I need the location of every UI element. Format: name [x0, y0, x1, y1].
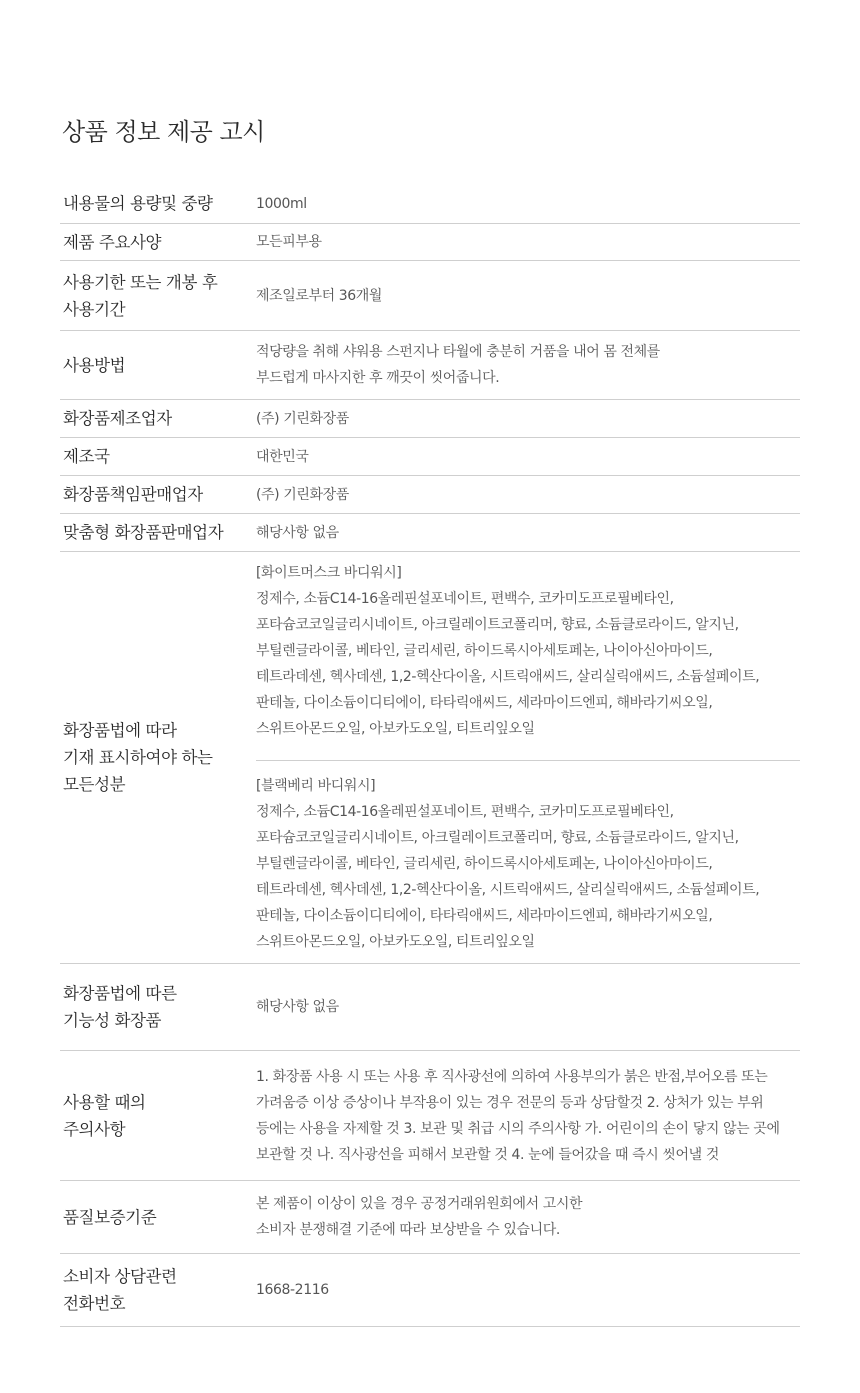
row-value: 1000ml [256, 195, 307, 212]
segment-heading: [블랙베리 바디워시] [256, 778, 376, 794]
row-value: 본 제품이 이상이 있을 경우 공정거래위원회에서 고시한 소비자 분쟁해결 기준에 따라 보상받을 수 있습니다. [256, 1196, 583, 1238]
row-label: 제조국 [63, 447, 110, 466]
info-row-functional [60, 964, 800, 1051]
info-row-spec [60, 224, 800, 261]
row-label: 소비자 상담관련 전화번호 [63, 1267, 177, 1313]
row-value: 모든피부용 [256, 234, 322, 250]
row-value: 1668-2116 [256, 1282, 329, 1298]
info-row-custom-seller [60, 514, 800, 552]
row-value: 해당사항 없음 [256, 999, 339, 1015]
product-info-table [60, 184, 800, 1327]
segment-ingredients: 정제수, 소듐C14-16올레핀설포네이트, 편백수, 코카미도프로필베타인, 포타슘코코일글리시네이트, 아크릴레이트코폴리머, 향료, 소듐클로라이드, 알지닌, 부틸렌글라이콜, 베타인, 글리세린, 하이드록시아세토페논, 나이아신아마이드, 테트라데센, 헥사데센, 1,2-헥산다이올, 시트릭애씨드, 살리실릭애씨드, 소듐설페이트, 판테놀, 다이소듐이디티에이, 타타릭애씨드, 세라마이드엔피, 해바라기씨오일, 스위트아몬드오일, 아보카도오일, 티트리잎오일 [256, 804, 760, 950]
row-label: 화장품법에 따른 기능성 화장품 [63, 984, 177, 1030]
row-value: (주) 기린화장품 [256, 486, 349, 503]
row-label: 화장품책임판매업자 [63, 485, 203, 504]
info-row-manufacturer [60, 400, 800, 438]
row-label: 사용기한 또는 개봉 후 사용기간 [63, 272, 218, 319]
row-value: 적당량을 취해 샤워용 스펀지나 타월에 충분히 거품을 내어 몸 전체를 부드럽게 마사지한 후 깨끗이 씻어줍니다. [256, 344, 660, 386]
segment-heading: [화이트머스크 바디워시] [256, 565, 402, 581]
info-row-expiry [60, 261, 800, 331]
row-label: 맞춤형 화장품판매업자 [63, 523, 224, 542]
row-value: (주) 기린화장품 [256, 410, 349, 427]
segment-divider [256, 760, 800, 761]
ingredients-list [256, 560, 800, 955]
row-label: 제품 주요사양 [63, 232, 162, 252]
info-row-country [60, 438, 800, 476]
info-row-volume [60, 184, 800, 224]
row-label: 사용방법 [63, 355, 126, 375]
ingredients-segment-blackberry [256, 773, 800, 955]
row-label: 화장품제조업자 [63, 409, 172, 428]
info-row-distributor [60, 476, 800, 514]
row-value: 해당사항 없음 [256, 524, 339, 541]
info-row-ingredients [60, 552, 800, 964]
info-row-quality [60, 1181, 800, 1254]
segment-ingredients: 정제수, 소듐C14-16올레핀설포네이트, 편백수, 코카미도프로필베타인, 포타슘코코일글리시네이트, 아크릴레이트코폴리머, 향료, 소듐클로라이드, 알지닌, 부틸렌글라이콜, 베타인, 글리세린, 하이드록시아세토페논, 나이아신아마이드, 테트라데센, 헥사데센, 1,2-헥산다이올, 시트릭애씨드, 살리실릭애씨드, 소듐설페이트, 판테놀, 다이소듐이디티에이, 타타릭애씨드, 세라마이드엔피, 해바라기씨오일, 스위트아몬드오일, 아보카도오일, 티트리잎오일 [256, 591, 760, 737]
ingredients-segment-white-musk [256, 560, 800, 742]
info-row-usage [60, 331, 800, 400]
info-row-precautions [60, 1051, 800, 1181]
row-label: 사용할 때의 주의사항 [63, 1092, 146, 1139]
row-label: 품질보증기준 [63, 1207, 157, 1227]
row-value: 대한민국 [256, 448, 309, 465]
row-value: 제조일로부터 36개월 [256, 287, 383, 304]
row-label: 내용물의 용량및 중량 [63, 194, 213, 213]
row-value: 1. 화장품 사용 시 또는 사용 후 직사광선에 의하여 사용부의가 붉은 반점,부어오름 또는 가려움증 이상 증상이나 부작용이 있는 경우 전문의 등과 상담할것 2. 상처가 있는 부위 등에는 사용을 자제할 것 3. 보관 및 취급 시의 주의사항 가. 어린이의 손이 닿지 않는 곳에 보관할 것 나. 직사광선을 피해서 보관할 것 4. 눈에 들어갔을 때 즉시 씻어낼 것 [256, 1068, 780, 1163]
row-label: 화장품법에 따라 기재 표시하여야 하는 모든성분 [63, 721, 213, 794]
page-title: 상품 정보 제공 고시 [62, 118, 265, 146]
info-row-phone [60, 1254, 800, 1327]
